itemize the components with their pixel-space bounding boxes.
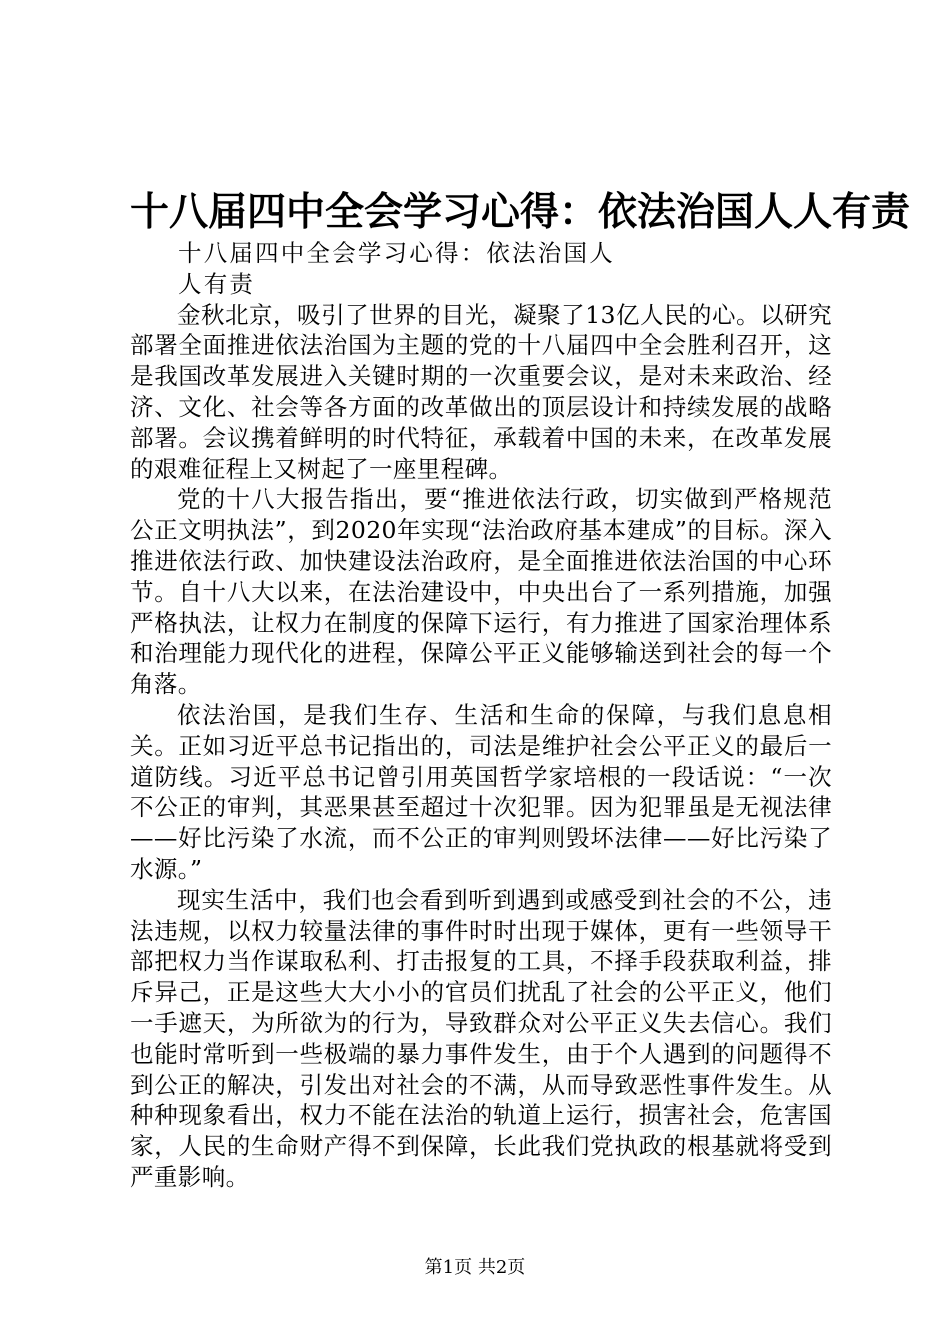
- document-title: 十八届四中全会学习心得：依法治国人人有责: [130, 189, 911, 235]
- paragraph-1: 金秋北京，吸引了世界的目光，凝聚了13亿人民的心。以研究部署全面推进依法治国为主题的党的十八届四中全会胜利召开，这是我国改革发展进入关键时期的一次重要会议，是对未来政治、经济、文化、社会等各方面的改革做出的顶层设计和持续发展的战略部署。会议携着鲜明的时代特征，承载着中国的未来，在改革发展的艰难征程上又树起了一座里程碑。: [130, 300, 832, 483]
- page-footer: 第1页 共2页: [424, 1257, 526, 1278]
- document-body: [130, 238, 832, 1193]
- document-subtitle: 十八届四中全会学习心得：依法治国人人有责: [178, 239, 615, 298]
- paragraph-4: 现实生活中，我们也会看到听到遇到或感受到社会的不公，违法违规，以权力较量法律的事件时时出现于媒体，更有一些领导干部把权力当作谋取私利、打击报复的工具，不择手段获取利益，排斥异己，正是这些大大小小的官员们扰乱了社会的公平正义，他们一手遮天，为所欲为的行为，导致群众对公平正义失去信心。我们也能时常听到一些极端的暴力事件发生，由于个人遇到的问题得不到公正的解决，引发出对社会的不满，从而导致恶性事件发生。从种种现象看出，权力不能在法治的轨道上运行，损害社会，危害国家，人民的生命财产得不到保障，长此我们党执政的根基就将受到严重影响。: [130, 885, 832, 1191]
- paragraph-2: 党的十八大报告指出，要“推进依法行政，切实做到严格规范公正文明执法”，到2020年实现“法治政府基本建成”的目标。深入推进依法行政、加快建设法治政府，是全面推进依法治国的中心环节。自十八大以来，在法治建设中，中央出台了一系列措施，加强严格执法，让权力在制度的保障下运行，有力推进了国家治理体系和治理能力现代化的进程，保障公平正义能够输送到社会的每一个角落。: [130, 485, 832, 699]
- paragraph-3: 依法治国，是我们生存、生活和生命的保障，与我们息息相关。正如习近平总书记指出的，司法是维护社会公平正义的最后一道防线。习近平总书记曾引用英国哲学家培根的一段话说：“一次不公正的审判，其恶果甚至超过十次犯罪。因为犯罪虽是无视法律——好比污染了水流，而不公正的审判则毁坏法律——好比污染了水源。”: [130, 700, 832, 883]
